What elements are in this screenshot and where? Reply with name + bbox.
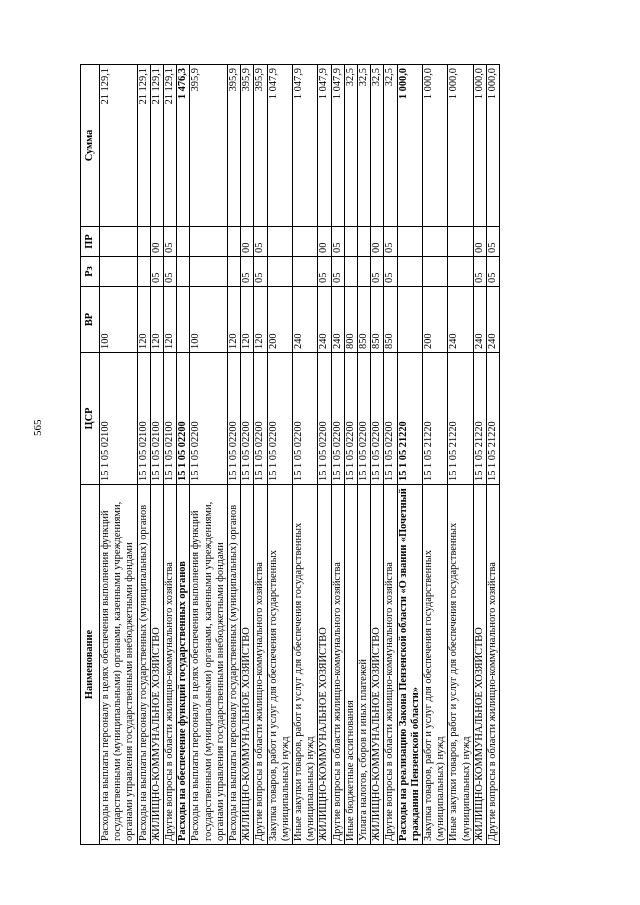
cell-vr: 240 xyxy=(318,287,331,353)
cell-sum: 32,5 xyxy=(344,65,357,227)
cell-rz: 05 xyxy=(371,257,384,287)
cell-vr: 120 xyxy=(164,287,177,353)
header-vr: ВР xyxy=(81,287,100,353)
cell-rz xyxy=(448,257,473,287)
cell-pr xyxy=(293,227,318,257)
cell-sum: 1 047,9 xyxy=(318,65,331,227)
cell-name: ЖИЛИЩНО-КОММУНАЛЬНОЕ ХОЗЯЙСТВО xyxy=(150,485,163,845)
cell-pr: 00 xyxy=(371,227,384,257)
cell-vr: 240 xyxy=(448,287,473,353)
cell-sum: 1 000,0 xyxy=(487,65,500,227)
cell-csr: 15 1 05 02200 xyxy=(371,353,384,485)
cell-sum: 1 000,0 xyxy=(448,65,473,227)
cell-vr xyxy=(397,287,422,353)
cell-vr: 100 xyxy=(100,287,138,353)
cell-rz: 05 xyxy=(254,257,267,287)
cell-sum: 21 129,1 xyxy=(150,65,163,227)
cell-vr: 120 xyxy=(228,287,241,353)
cell-rz xyxy=(344,257,357,287)
header-rz: Рз xyxy=(81,257,100,287)
cell-csr: 15 1 05 02200 xyxy=(318,353,331,485)
cell-pr: 05 xyxy=(164,227,177,257)
cell-csr: 15 1 05 02200 xyxy=(177,353,190,485)
cell-sum: 395,9 xyxy=(228,65,241,227)
cell-vr: 240 xyxy=(473,287,486,353)
cell-pr: 00 xyxy=(318,227,331,257)
cell-name: ЖИЛИЩНО-КОММУНАЛЬНОЕ ХОЗЯЙСТВО xyxy=(371,485,384,845)
cell-vr: 200 xyxy=(423,287,448,353)
cell-pr xyxy=(228,227,241,257)
cell-rz: 05 xyxy=(487,257,500,287)
cell-sum: 21 129,1 xyxy=(137,65,150,227)
table-row xyxy=(177,65,190,845)
cell-name: Другие вопросы в области жилищно-коммунального хозяйства xyxy=(331,485,344,845)
cell-pr: 05 xyxy=(331,227,344,257)
table-row xyxy=(423,65,448,845)
cell-csr: 15 1 05 02200 xyxy=(228,353,241,485)
table-row xyxy=(331,65,344,845)
cell-rz: 05 xyxy=(164,257,177,287)
cell-sum: 395,9 xyxy=(190,65,228,227)
cell-name: Расходы на обеспечение функций государственных органов xyxy=(177,485,190,845)
table-row xyxy=(164,65,177,845)
cell-vr: 800 xyxy=(344,287,357,353)
cell-sum: 395,9 xyxy=(241,65,254,227)
cell-pr xyxy=(448,227,473,257)
cell-pr: 00 xyxy=(241,227,254,257)
cell-vr: 100 xyxy=(190,287,228,353)
cell-csr: 15 1 05 21220 xyxy=(487,353,500,485)
cell-sum: 1 000,0 xyxy=(423,65,448,227)
cell-name: Иные бюджетные ассигнования xyxy=(344,485,357,845)
table-row xyxy=(358,65,371,845)
cell-csr: 15 1 05 02100 xyxy=(100,353,138,485)
cell-sum: 1 047,9 xyxy=(293,65,318,227)
cell-name: Другие вопросы в области жилищно-коммунального хозяйства xyxy=(487,485,500,845)
table-row xyxy=(100,65,138,845)
cell-pr xyxy=(267,227,292,257)
cell-rz xyxy=(423,257,448,287)
table-row xyxy=(487,65,500,845)
cell-rz xyxy=(397,257,422,287)
cell-sum: 1 000,0 xyxy=(473,65,486,227)
cell-csr: 15 1 05 02200 xyxy=(254,353,267,485)
cell-vr: 120 xyxy=(241,287,254,353)
table-row xyxy=(293,65,318,845)
table-row xyxy=(267,65,292,845)
cell-pr xyxy=(397,227,422,257)
cell-vr: 850 xyxy=(371,287,384,353)
table-row xyxy=(241,65,254,845)
header-pr: ПР xyxy=(81,227,100,257)
rotated-table-container xyxy=(80,65,500,845)
cell-pr: 05 xyxy=(384,227,397,257)
page-number: 565 xyxy=(32,419,44,436)
cell-sum: 32,5 xyxy=(371,65,384,227)
cell-csr: 15 1 05 02200 xyxy=(267,353,292,485)
cell-csr: 15 1 05 02100 xyxy=(137,353,150,485)
cell-csr: 15 1 05 21220 xyxy=(397,353,422,485)
header-name: Наименование xyxy=(81,485,100,845)
cell-name: Другие вопросы в области жилищно-коммунального хозяйства xyxy=(384,485,397,845)
cell-pr xyxy=(177,227,190,257)
cell-csr: 15 1 05 02200 xyxy=(293,353,318,485)
cell-csr: 15 1 05 02200 xyxy=(344,353,357,485)
cell-rz: 05 xyxy=(241,257,254,287)
cell-name: Уплата налогов, сборов и иных платежей xyxy=(358,485,371,845)
cell-pr xyxy=(358,227,371,257)
cell-sum: 395,9 xyxy=(254,65,267,227)
cell-sum: 21 129,1 xyxy=(100,65,138,227)
cell-sum: 1 476,3 xyxy=(177,65,190,227)
cell-vr: 240 xyxy=(331,287,344,353)
header-sum: Сумма xyxy=(81,65,100,227)
cell-csr: 15 1 05 21220 xyxy=(423,353,448,485)
cell-csr: 15 1 05 02200 xyxy=(384,353,397,485)
cell-vr: 850 xyxy=(358,287,371,353)
table-row xyxy=(228,65,241,845)
cell-csr: 15 1 05 02100 xyxy=(164,353,177,485)
cell-rz: 05 xyxy=(473,257,486,287)
table-row xyxy=(137,65,150,845)
table-header-row xyxy=(81,65,100,845)
table-row xyxy=(371,65,384,845)
cell-rz: 05 xyxy=(150,257,163,287)
cell-name: Расходы на выплаты персоналу в целях обеспечения выполнения функций государственными (муниципальными) органами, казенными учреждениями, органами управления государственными внебюджетными фондами xyxy=(100,485,138,845)
table-row xyxy=(190,65,228,845)
cell-pr: 00 xyxy=(150,227,163,257)
cell-name: Закупка товаров, работ и услуг для обеспечения государственных (муниципальных) нужд xyxy=(423,485,448,845)
table-row xyxy=(384,65,397,845)
cell-rz xyxy=(228,257,241,287)
cell-rz: 05 xyxy=(384,257,397,287)
table-row xyxy=(150,65,163,845)
cell-vr: 240 xyxy=(487,287,500,353)
cell-pr xyxy=(100,227,138,257)
cell-rz xyxy=(358,257,371,287)
cell-pr: 00 xyxy=(473,227,486,257)
cell-name: Иные закупки товаров, работ и услуг для обеспечения государственных (муниципальных) нужд xyxy=(293,485,318,845)
cell-name: Закупка товаров, работ и услуг для обеспечения государственных (муниципальных) нужд xyxy=(267,485,292,845)
cell-rz xyxy=(293,257,318,287)
cell-name: Расходы на выплаты персоналу государственных (муниципальных) органов xyxy=(137,485,150,845)
cell-vr: 120 xyxy=(137,287,150,353)
table-row xyxy=(397,65,422,845)
cell-pr xyxy=(423,227,448,257)
cell-pr: 05 xyxy=(487,227,500,257)
table-row xyxy=(344,65,357,845)
header-csr: ЦСР xyxy=(81,353,100,485)
table-row xyxy=(318,65,331,845)
cell-vr: 850 xyxy=(384,287,397,353)
cell-vr: 120 xyxy=(254,287,267,353)
cell-name: Расходы на выплаты персоналу в целях обеспечения выполнения функций государственными (муниципальными) органами, казенными учреждениями, органами управления государственными внебюджетными фондами xyxy=(190,485,228,845)
cell-rz xyxy=(190,257,228,287)
cell-sum: 1 000,0 xyxy=(397,65,422,227)
budget-table xyxy=(80,64,500,845)
cell-pr xyxy=(344,227,357,257)
cell-rz xyxy=(267,257,292,287)
cell-vr xyxy=(177,287,190,353)
table-row xyxy=(448,65,473,845)
cell-sum: 32,5 xyxy=(384,65,397,227)
cell-csr: 15 1 05 02200 xyxy=(190,353,228,485)
cell-sum: 32,5 xyxy=(358,65,371,227)
cell-name: Расходы на реализацию Закона Пензенской области «О звании «Почетный гражданин Пензенской области» xyxy=(397,485,422,845)
cell-name: Иные закупки товаров, работ и услуг для обеспечения государственных (муниципальных) нужд xyxy=(448,485,473,845)
cell-csr: 15 1 05 21220 xyxy=(473,353,486,485)
cell-vr: 200 xyxy=(267,287,292,353)
cell-vr: 120 xyxy=(150,287,163,353)
cell-rz xyxy=(100,257,138,287)
cell-rz xyxy=(137,257,150,287)
cell-name: ЖИЛИЩНО-КОММУНАЛЬНОЕ ХОЗЯЙСТВО xyxy=(318,485,331,845)
cell-name: Другие вопросы в области жилищно-коммунального хозяйства xyxy=(164,485,177,845)
cell-pr: 05 xyxy=(254,227,267,257)
cell-sum: 21 129,1 xyxy=(164,65,177,227)
cell-name: Расходы на выплаты персоналу государственных (муниципальных) органов xyxy=(228,485,241,845)
cell-pr xyxy=(137,227,150,257)
table-row xyxy=(254,65,267,845)
cell-name: Другие вопросы в области жилищно-коммунального хозяйства xyxy=(254,485,267,845)
cell-csr: 15 1 05 02200 xyxy=(241,353,254,485)
cell-name: ЖИЛИЩНО-КОММУНАЛЬНОЕ ХОЗЯЙСТВО xyxy=(473,485,486,845)
cell-pr xyxy=(190,227,228,257)
cell-csr: 15 1 05 02200 xyxy=(331,353,344,485)
cell-name: ЖИЛИЩНО-КОММУНАЛЬНОЕ ХОЗЯЙСТВО xyxy=(241,485,254,845)
table-row xyxy=(473,65,486,845)
cell-vr: 240 xyxy=(293,287,318,353)
cell-csr: 15 1 05 02100 xyxy=(150,353,163,485)
cell-rz: 05 xyxy=(318,257,331,287)
table-body xyxy=(100,65,500,845)
cell-csr: 15 1 05 02200 xyxy=(358,353,371,485)
cell-sum: 1 047,9 xyxy=(267,65,292,227)
cell-rz xyxy=(177,257,190,287)
cell-csr: 15 1 05 21220 xyxy=(448,353,473,485)
cell-rz: 05 xyxy=(331,257,344,287)
cell-sum: 1 047,9 xyxy=(331,65,344,227)
